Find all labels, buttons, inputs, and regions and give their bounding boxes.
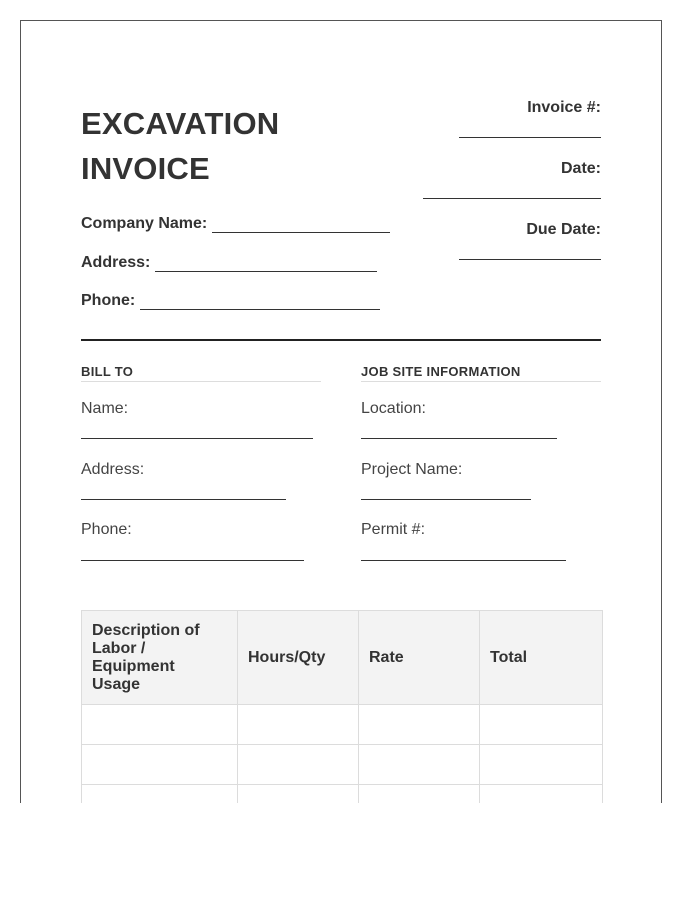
job-site-project-name-label: Project Name:: [361, 461, 463, 478]
invoice-number-field[interactable]: [459, 137, 601, 138]
company-name-label: Company Name:: [81, 215, 208, 232]
column-header-hours-qty: Hours/Qty: [238, 611, 359, 705]
header-divider: [81, 339, 601, 341]
company-phone-field[interactable]: [140, 309, 380, 310]
bill-to-address-label: Address:: [81, 461, 145, 478]
bill-to-name-field[interactable]: [81, 438, 313, 439]
date-label: Date:: [560, 160, 601, 177]
invoice-number-label: Invoice #:: [527, 99, 601, 116]
invoice-page: [20, 20, 662, 803]
company-name-field[interactable]: [212, 232, 390, 233]
bill-to-phone-field[interactable]: [81, 560, 304, 561]
job-site-heading-rule: [361, 381, 601, 382]
bill-to-heading-rule: [81, 381, 321, 382]
invoice-title-line-1: EXCAVATION: [81, 106, 280, 141]
bill-to-phone-label: Phone:: [81, 521, 132, 538]
bill-to-name-label: Name:: [81, 400, 129, 417]
job-site-location-label: Location:: [361, 400, 426, 417]
invoice-title-line-2: INVOICE: [81, 151, 210, 186]
table-cell[interactable]: [359, 745, 480, 785]
column-header-total: Total: [480, 611, 603, 705]
table-header-row: [82, 611, 603, 705]
table-cell[interactable]: [359, 705, 480, 745]
line-items-table: [81, 610, 603, 803]
due-date-field[interactable]: [459, 259, 601, 260]
company-address-field[interactable]: [155, 271, 377, 272]
due-date-label: Due Date:: [526, 221, 601, 238]
column-header-description: Description of Labor / Equipment Usage: [82, 611, 238, 705]
company-phone-label: Phone:: [81, 292, 136, 309]
table-cell[interactable]: [480, 785, 603, 804]
job-site-permit-field[interactable]: [361, 560, 566, 561]
table-cell[interactable]: [238, 785, 359, 804]
table-cell[interactable]: [82, 785, 238, 804]
date-field[interactable]: [423, 198, 601, 199]
job-site-heading: JOB SITE INFORMATION: [361, 364, 521, 379]
bill-to-address-field[interactable]: [81, 499, 286, 500]
table-cell[interactable]: [359, 785, 480, 804]
table-row: [82, 785, 603, 804]
job-site-permit-label: Permit #:: [361, 521, 426, 538]
job-site-project-name-field[interactable]: [361, 499, 531, 500]
bill-to-heading: BILL TO: [81, 364, 134, 379]
column-header-rate: Rate: [359, 611, 480, 705]
table-cell[interactable]: [238, 745, 359, 785]
job-site-location-field[interactable]: [361, 438, 557, 439]
table-cell[interactable]: [480, 745, 603, 785]
table-cell[interactable]: [82, 745, 238, 785]
table-cell[interactable]: [82, 705, 238, 745]
table-cell[interactable]: [480, 705, 603, 745]
company-address-label: Address:: [81, 254, 151, 271]
table-cell[interactable]: [238, 705, 359, 745]
table-row: [82, 745, 603, 785]
table-row: [82, 705, 603, 745]
